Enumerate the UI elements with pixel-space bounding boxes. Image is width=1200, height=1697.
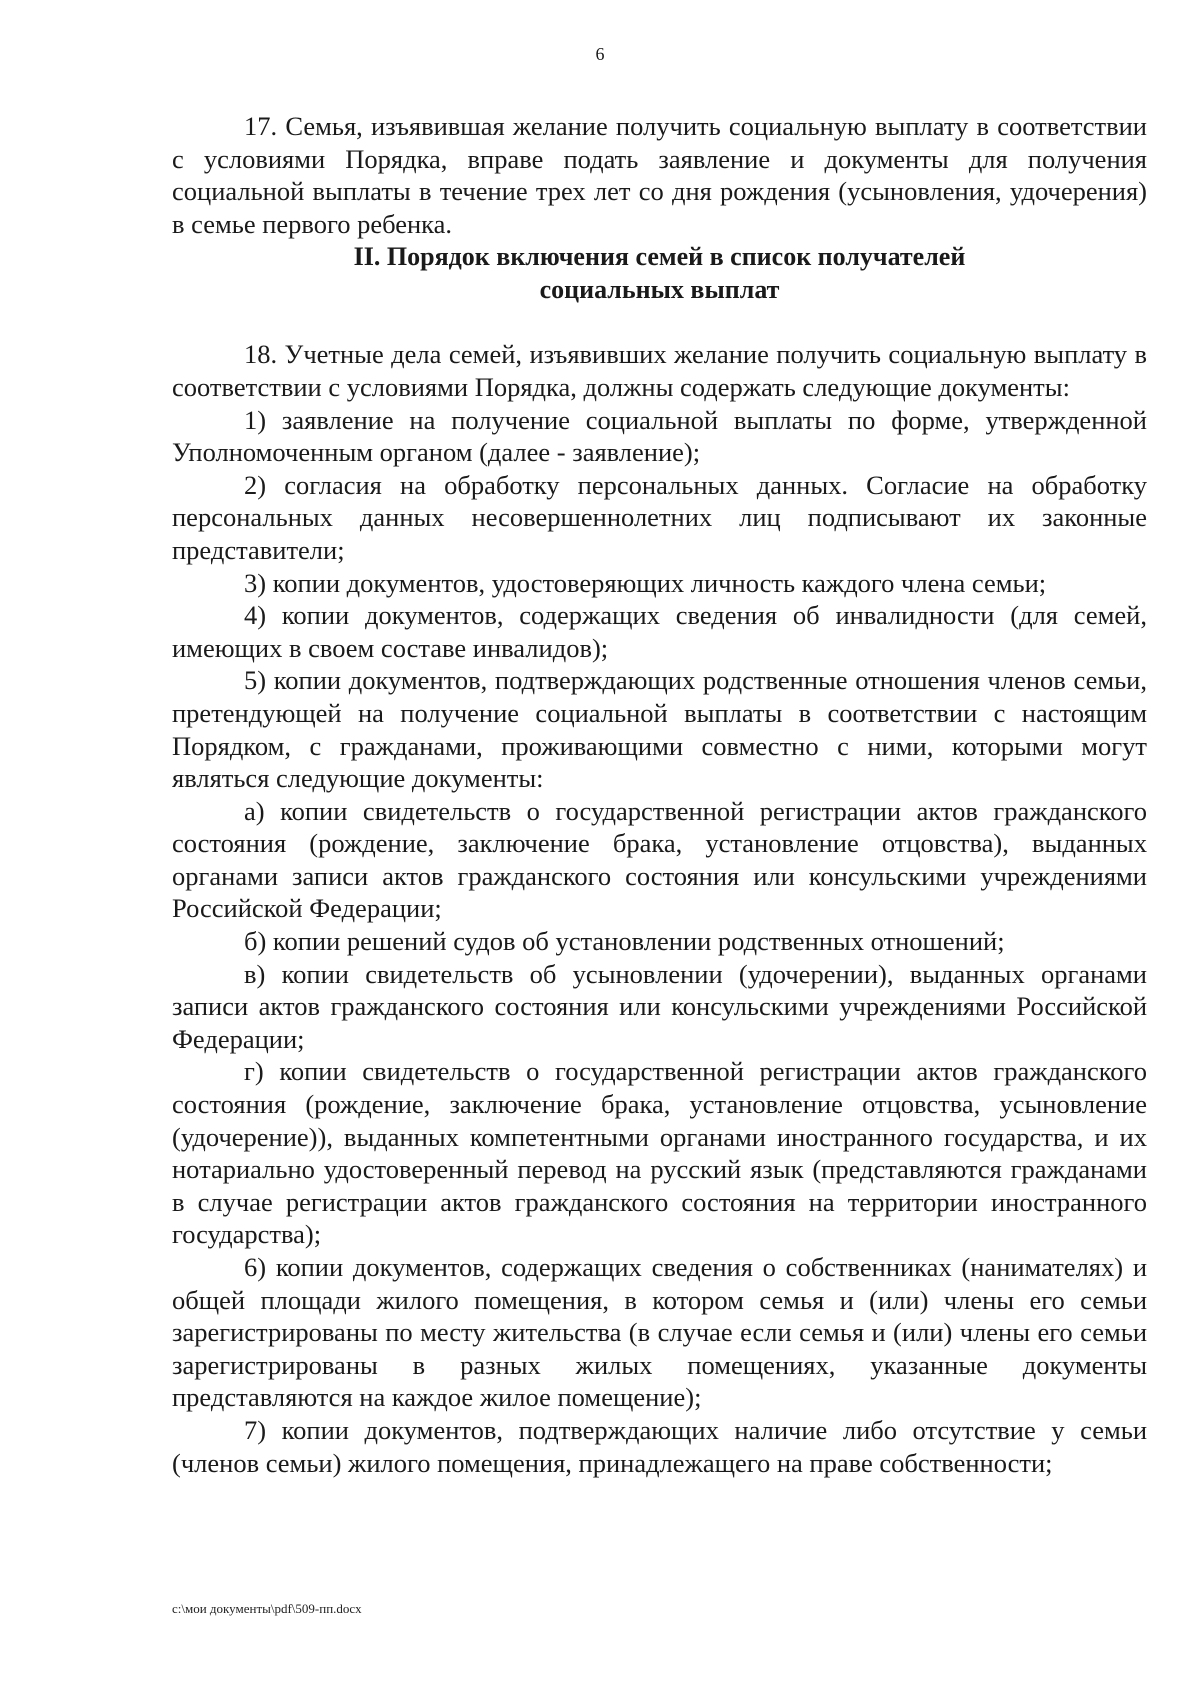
list-item-5g: г) копии свидетельств о государственной регистрации актов гражданского состояния (рождение, заключение брака, установление отцовства, усыновление (удочерение)), выданных компетентными органами иностранного государства, и их нотариально удостоверенный перевод на русский язык (представляются гражданами в случае регистрации актов гражданского состояния на территории иностранного государства); xyxy=(172,1056,1147,1250)
list-item-5v: в) копии свидетельств об усыновлении (удочерении), выданных органами записи актов гражданского состояния или консульскими учреждениями Российской Федерации; xyxy=(172,958,1147,1054)
section-heading-line-1: II. Порядок включения семей в список получателей xyxy=(353,242,966,272)
list-item-2: 2) согласия на обработку персональных данных. Согласие на обработку персональных данных несовершеннолетних лиц подписывают их законные представители; xyxy=(172,469,1147,565)
list-item-1: 1) заявление на получение социальной выплаты по форме, утвержденной Уполномоченным органом (далее - заявление); xyxy=(172,404,1147,468)
page-number: 6 xyxy=(595,44,605,64)
list-item-6: 6) копии документов, содержащих сведения о собственниках (нанимателях) и общей площади жилого помещения, в котором семья и (или) члены его семьи зарегистрированы по месту жительства (в случае если семья и (или) члены его семьи зарегистрированы в разных жилых помещениях, указанные документы представляются на каждое жилое помещение); xyxy=(172,1252,1147,1413)
list-item-5b: б) копии решений судов об установлении родственных отношений; xyxy=(244,926,1005,957)
footer-file-path: c:\мои документы\pdf\509-пп.docx xyxy=(172,1601,362,1616)
paragraph-18: 18. Учетные дела семей, изъявивших желание получить социальную выплату в соответствии с условиями Порядка, должны содержать следующие документы: xyxy=(172,339,1147,402)
list-item-7: 7) копии документов, подтверждающих наличие либо отсутствие у семьи (членов семьи) жилого помещения, принадлежащего на праве собственности; xyxy=(172,1414,1147,1478)
document-body xyxy=(172,110,1147,1479)
section-heading xyxy=(172,240,1147,306)
spacer xyxy=(172,306,1147,338)
list-item-5a: а) копии свидетельств о государственной регистрации актов гражданского состояния (рождение, заключение брака, установление отцовства), выданных органами записи актов гражданского состояния или консульскими учреждениями Российской Федерации; xyxy=(172,795,1147,924)
list-item-5: 5) копии документов, подтверждающих родственные отношения членов семьи, претендующей на получение социальной выплаты в соответствии с настоящим Порядком, с гражданами, проживающими совместно с ними, которыми могут являться следующие документы: xyxy=(172,665,1147,794)
paragraph-17: 17. Семья, изъявившая желание получить социальную выплату в соответствии с условиями Порядка, вправе подать заявление и документы для получения социальной выплаты в течение трех лет со дня рождения (усыновления, удочерения) в семье первого ребенка. xyxy=(172,111,1147,239)
section-heading-line-2: социальных выплат xyxy=(539,275,780,305)
list-item-3: 3) копии документов, удостоверяющих личность каждого члена семьи; xyxy=(244,567,1047,598)
list-item-4: 4) копии документов, содержащих сведения об инвалидности (для семей, имеющих в своем составе инвалидов); xyxy=(172,600,1147,663)
